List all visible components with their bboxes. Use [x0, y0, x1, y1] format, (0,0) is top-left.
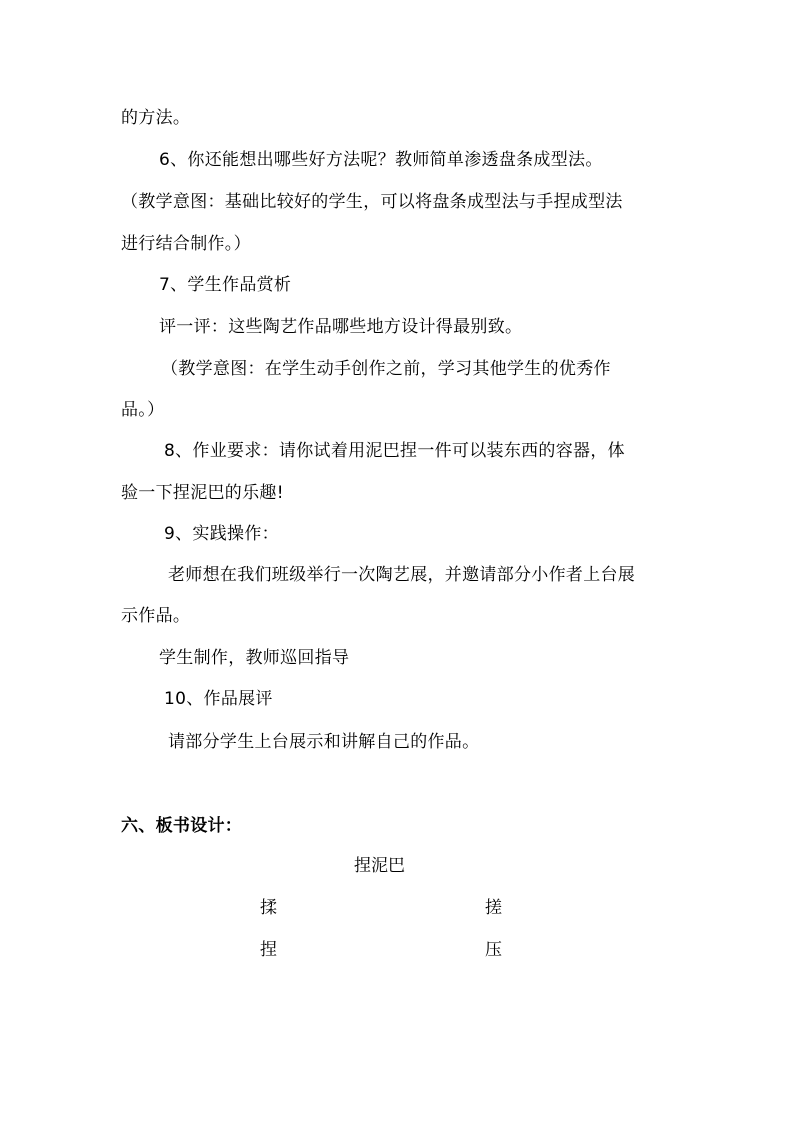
paragraph-line: 6、你还能想出哪些好方法呢？教师简单渗透盘条成型法。	[159, 150, 603, 170]
paragraph-line: 的方法。	[121, 108, 191, 128]
paragraph-line: （教学意图：在学生动手创作之前，学习其他学生的优秀作	[161, 359, 611, 379]
board-item: 揉	[260, 898, 277, 918]
paragraph-line: （教学意图：基础比较好的学生，可以将盘条成型法与手捏成型法	[121, 192, 623, 212]
paragraph-line: 7、学生作品赏析	[159, 275, 292, 295]
paragraph-line: 8、作业要求：请你试着用泥巴捏一件可以装东西的容器，体	[164, 441, 625, 461]
paragraph-line: 10、作品展评	[164, 689, 273, 709]
board-item: 压	[485, 940, 502, 960]
board-item: 搓	[485, 898, 502, 918]
paragraph-line: 评一评：这些陶艺作品哪些地方设计得最别致。	[159, 317, 523, 337]
paragraph-line: 验一下捏泥巴的乐趣!	[121, 483, 284, 503]
paragraph-line: 请部分学生上台展示和讲解自己的作品。	[168, 732, 480, 752]
paragraph-line: 示作品。	[121, 606, 191, 626]
board-item: 捏	[260, 940, 277, 960]
paragraph-line: 进行结合制作。）	[121, 234, 251, 254]
board-title: 捏泥巴	[354, 856, 405, 876]
paragraph-line: 老师想在我们班级举行一次陶艺展，并邀请部分小作者上台展	[168, 565, 636, 585]
paragraph-line: 学生制作，教师巡回指导	[159, 648, 350, 668]
paragraph-line: 9、实践操作：	[164, 524, 279, 544]
section-heading: 六、板书设计：	[121, 816, 243, 836]
paragraph-line: 品。）	[121, 400, 165, 420]
